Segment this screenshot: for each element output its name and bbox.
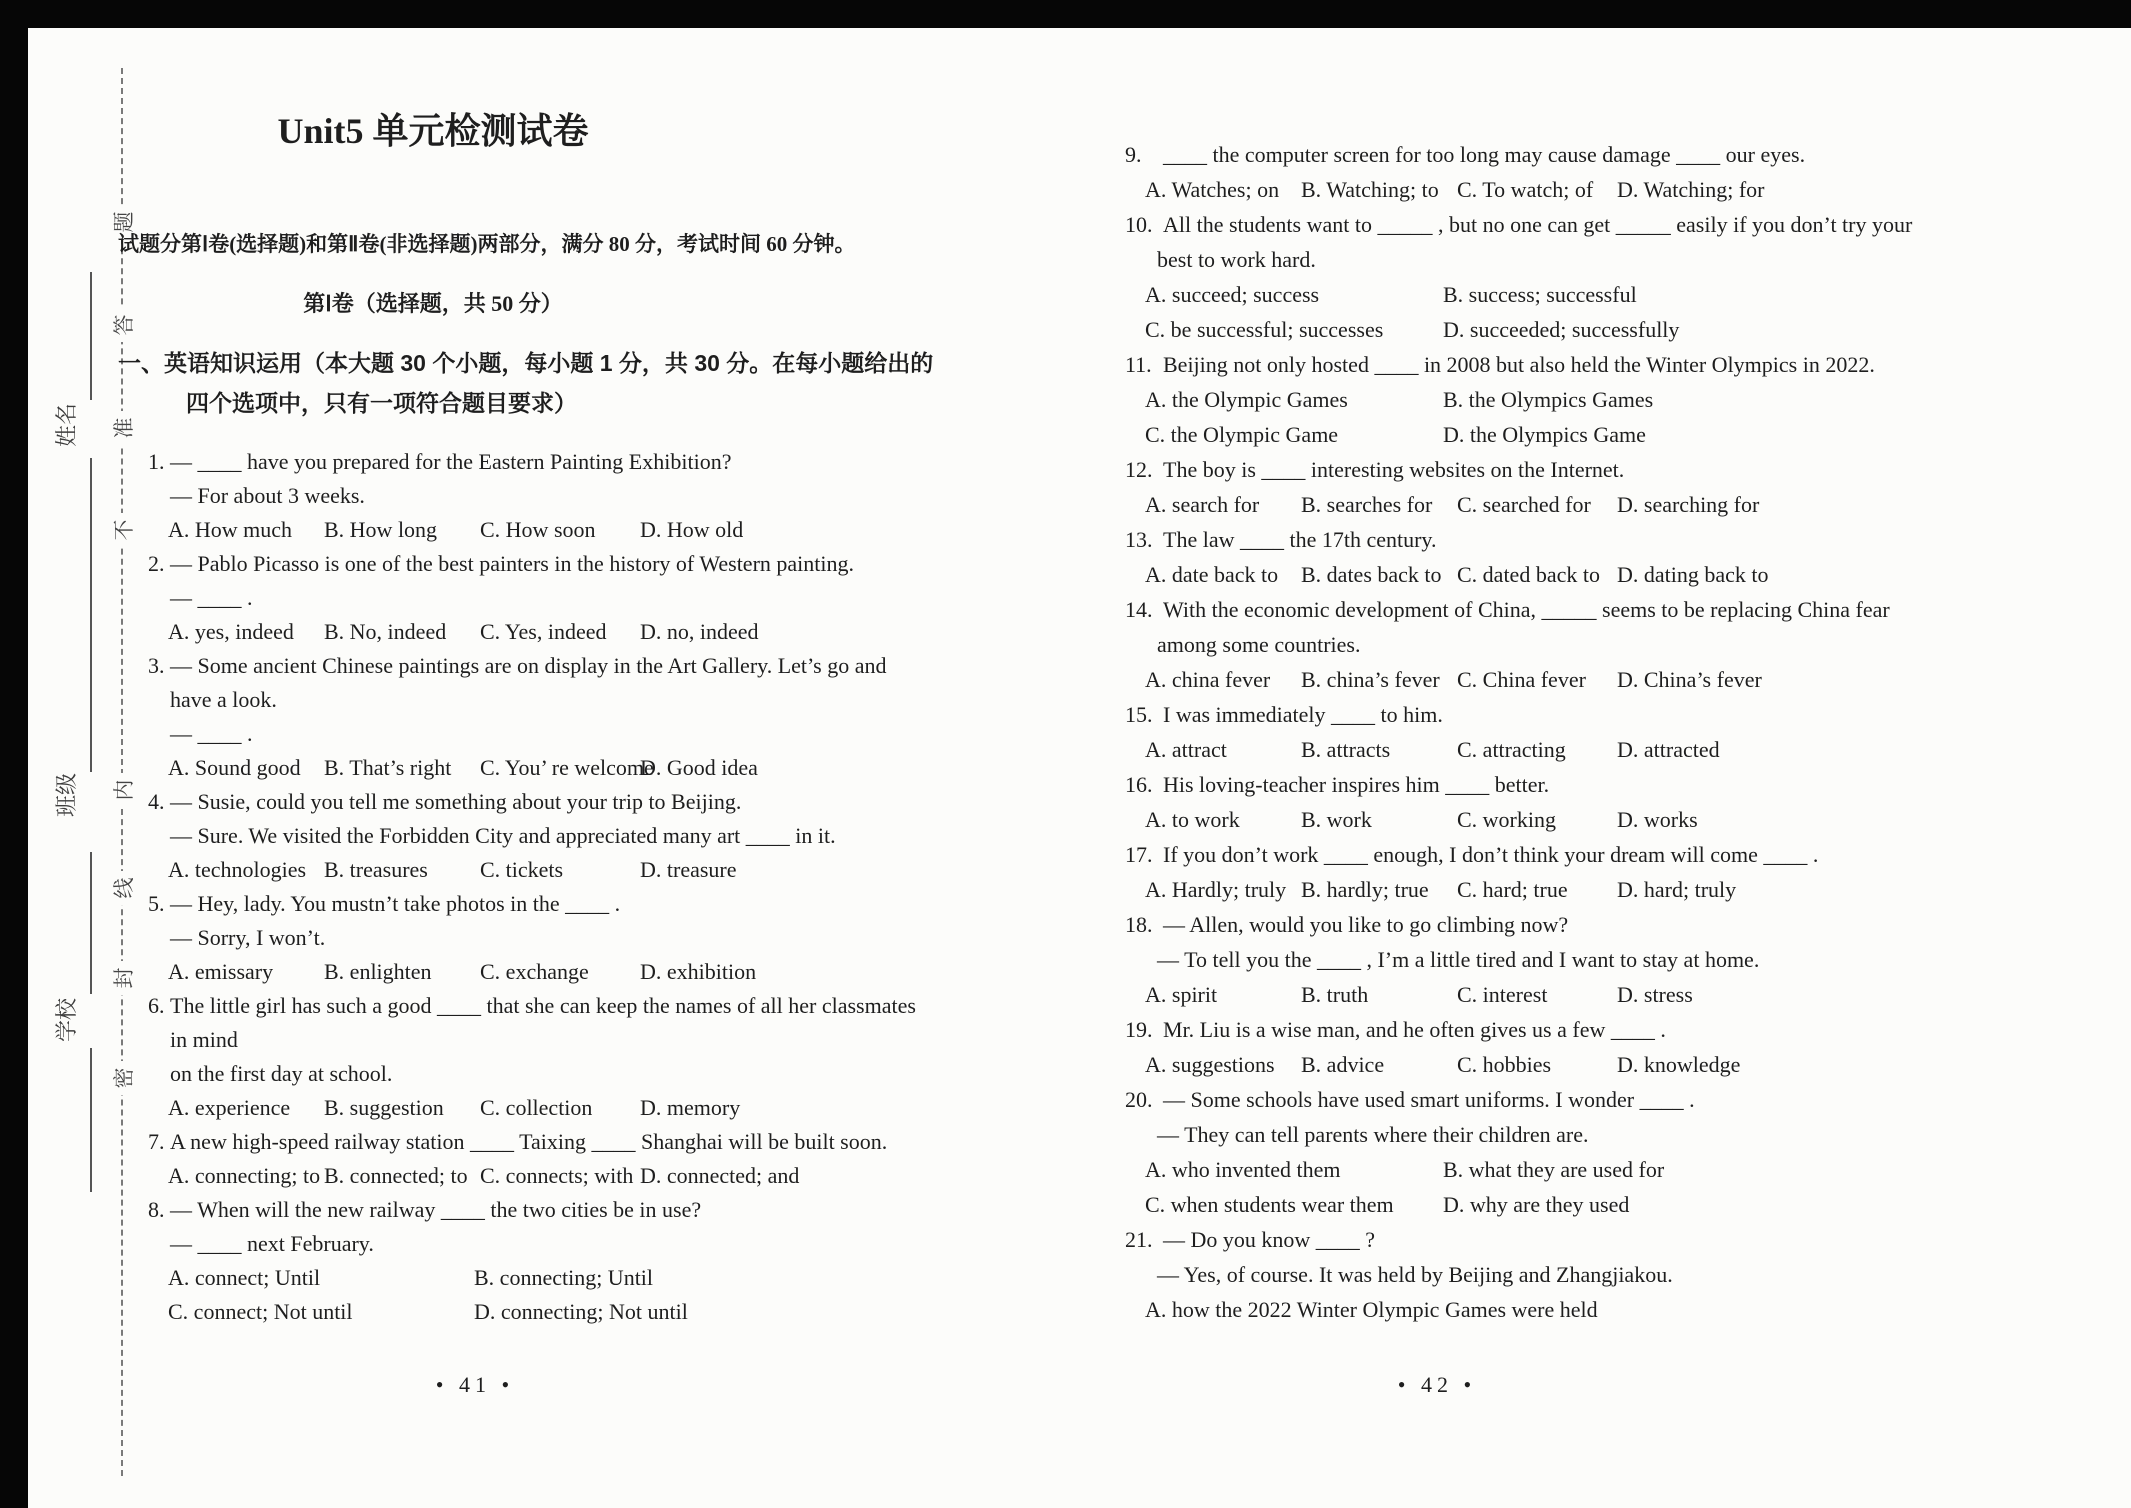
option-a: A. emissary	[168, 959, 274, 984]
option-b: B. truth	[1301, 982, 1369, 1007]
option-a: A. to work	[1145, 807, 1240, 832]
option-d: D. dating back to	[1617, 562, 1769, 587]
fill-line	[90, 458, 92, 772]
option-b: B. enlighten	[324, 959, 432, 984]
option-b: B. the Olympics Games	[1443, 387, 1654, 412]
question-13	[1125, 522, 2055, 592]
question-text: — ____ next February.	[170, 1231, 374, 1256]
question-3	[118, 649, 1023, 785]
option-d: D. works	[1617, 807, 1698, 832]
option-a: A. spirit	[1145, 982, 1218, 1007]
options-row	[118, 615, 1023, 649]
question-number: 17.	[1125, 842, 1153, 867]
question-line	[118, 785, 1023, 819]
question-text: — Some schools have used smart uniforms. I wonder ____ .	[1163, 1087, 1695, 1112]
option-d: D. How old	[640, 517, 744, 542]
question-text: — To tell you the ____ , I’m a little tired and I want to stay at home.	[1157, 947, 1760, 972]
option-a: A. search for	[1145, 492, 1260, 517]
question-1	[118, 445, 1023, 547]
option-c: C. collection	[480, 1095, 593, 1120]
option-a: A. technologies	[168, 857, 307, 882]
question-10	[1125, 207, 2055, 347]
option-c: C. exchange	[480, 959, 589, 984]
question-5	[118, 887, 1023, 989]
option-c: C. You’ re welcome	[480, 755, 654, 780]
seal-char: 内	[108, 773, 136, 807]
seal-char: 封	[108, 961, 136, 995]
question-text: — Hey, lady. You mustn’t take photos in the ____ .	[170, 891, 621, 916]
question-text: Beijing not only hosted ____ in 2008 but also held the Winter Olympics in 2022.	[1163, 352, 1875, 377]
question-text: The law ____ the 17th century.	[1163, 527, 1437, 552]
option-d: D. searching for	[1617, 492, 1760, 517]
question-number: 11.	[1125, 352, 1152, 377]
question-text: The boy is ____ interesting websites on the Internet.	[1163, 457, 1625, 482]
question-11	[1125, 347, 2055, 452]
question-line	[118, 1193, 1023, 1227]
options-row	[1125, 1292, 2055, 1327]
question-21	[1125, 1222, 2055, 1327]
question-text: — Yes, of course. It was held by Beijing and Zhangjiakou.	[1157, 1262, 1673, 1287]
question-9	[1125, 137, 2055, 207]
question-number: 7.	[148, 1129, 165, 1154]
fill-line	[90, 272, 92, 400]
options-row	[1125, 557, 2055, 592]
question-number: 20.	[1125, 1087, 1153, 1112]
options-row	[1125, 487, 2055, 522]
question-line	[1125, 767, 2055, 802]
exam-title: Unit5 单元检测试卷	[277, 111, 589, 151]
question-text: — ____ .	[170, 721, 253, 746]
question-18	[1125, 907, 2055, 1012]
question-number: 6.	[148, 993, 165, 1018]
options-row	[118, 1159, 1023, 1193]
question-line	[118, 989, 1023, 1023]
option-a: A. experience	[168, 1095, 291, 1120]
question-number: 8.	[148, 1197, 165, 1222]
question-line	[118, 445, 1023, 479]
question-text: on the first day at school.	[170, 1061, 393, 1086]
question-number: 5.	[148, 891, 165, 916]
options-row	[118, 1261, 1023, 1295]
option-d: D. Watching; for	[1617, 177, 1765, 202]
question-text: among some countries.	[1157, 632, 1361, 657]
question-text: The little girl has such a good ____ that she can keep the names of all her classmates	[170, 993, 916, 1018]
question-14	[1125, 592, 2055, 697]
option-a: A. date back to	[1145, 562, 1279, 587]
option-c: C. To watch; of	[1457, 177, 1594, 202]
question-number: 13.	[1125, 527, 1153, 552]
options-row	[118, 751, 1023, 785]
question-4	[118, 785, 1023, 887]
fill-line	[90, 1048, 92, 1192]
option-c: C. tickets	[480, 857, 564, 882]
option-b: B. attracts	[1301, 737, 1391, 762]
options-row	[118, 1091, 1023, 1125]
options-row	[1125, 732, 2055, 767]
question-text: — Allen, would you like to go climbing now?	[1163, 912, 1569, 937]
option-d: D. treasure	[640, 857, 737, 882]
question-number: 1.	[148, 449, 165, 474]
option-a: A. yes, indeed	[168, 619, 294, 644]
question-text: I was immediately ____ to him.	[1163, 702, 1443, 727]
option-d: D. why are they used	[1443, 1192, 1630, 1217]
question-7	[118, 1125, 1023, 1193]
option-b: B. Watching; to	[1301, 177, 1439, 202]
options-row	[118, 513, 1023, 547]
option-a: A. china fever	[1145, 667, 1271, 692]
question-text: If you don’t work ____ enough, I don’t think your dream will come ____ .	[1163, 842, 1819, 867]
question-text: — When will the new railway ____ the two cities be in use?	[170, 1197, 702, 1222]
option-b: B. hardly; true	[1301, 877, 1429, 902]
option-a: A. suggestions	[1145, 1052, 1275, 1077]
question-20	[1125, 1082, 2055, 1222]
question-text: Mr. Liu is a wise man, and he often gives us a few ____ .	[1163, 1017, 1666, 1042]
question-line	[1125, 452, 2055, 487]
option-b: B. treasures	[324, 857, 428, 882]
page-number-right: • 42 •	[1397, 1372, 1477, 1397]
option-c: C. when students wear them	[1145, 1192, 1394, 1217]
option-d: D. memory	[640, 1095, 741, 1120]
question-line	[1125, 907, 2055, 942]
option-d: D. stress	[1617, 982, 1693, 1007]
question-text: All the students want to _____ , but no one can get _____ easily if you don’t try your	[1163, 212, 1913, 237]
question-8	[118, 1193, 1023, 1329]
option-d: D. no, indeed	[640, 619, 759, 644]
option-d: D. connected; and	[640, 1163, 800, 1188]
question-line	[1125, 347, 2055, 382]
question-text: — Sorry, I won’t.	[170, 925, 326, 950]
section1-heading-line2: 四个选项中，只有一项符合题目要求）	[186, 390, 577, 416]
seal-char: 线	[108, 871, 136, 905]
question-line	[1125, 592, 2055, 627]
question-number: 9.	[1125, 142, 1142, 167]
question-number: 16.	[1125, 772, 1153, 797]
school-label: 学校	[54, 998, 79, 1043]
option-a: A. how the 2022 Winter Olympic Games were held	[1145, 1297, 1598, 1322]
option-c: C. connect; Not until	[168, 1299, 353, 1324]
question-line	[1125, 837, 2055, 872]
question-line	[1125, 522, 2055, 557]
question-text: — Susie, could you tell me something about your trip to Beijing.	[170, 789, 742, 814]
question-number: 3.	[148, 653, 165, 678]
option-a: A. who invented them	[1145, 1157, 1341, 1182]
option-c: C. the Olympic Game	[1145, 422, 1339, 447]
option-d: D. the Olympics Game	[1443, 422, 1646, 447]
seal-char: 题	[108, 205, 136, 239]
option-b: B. suggestion	[324, 1095, 444, 1120]
options-row	[1125, 417, 2055, 452]
question-text: — For about 3 weeks.	[170, 483, 365, 508]
seal-char: 答	[108, 308, 136, 342]
seal-char: 准	[108, 411, 136, 445]
option-d: D. attracted	[1617, 737, 1720, 762]
option-a: A. Sound good	[168, 755, 301, 780]
fill-line	[90, 852, 92, 994]
options-row	[1125, 1187, 2055, 1222]
question-16	[1125, 767, 2055, 837]
questions-left	[118, 445, 1023, 1329]
question-number: 15.	[1125, 702, 1153, 727]
exam-subtitle: 试题分第Ⅰ卷(选择题)和第Ⅱ卷(非选择题)两部分，满分 80 分，考试时间 60 分钟。	[118, 232, 856, 256]
section1-heading-line1: 一、英语知识运用（本大题 30 个小题，每小题 1 分，共 30 分。在每小题给出的	[118, 350, 934, 376]
options-row	[1125, 312, 2055, 347]
option-b: B. How long	[324, 517, 438, 542]
question-text: in mind	[170, 1027, 238, 1052]
option-a: A. connect; Until	[168, 1265, 321, 1290]
option-c: C. hobbies	[1457, 1052, 1552, 1077]
option-b: B. advice	[1301, 1052, 1385, 1077]
question-text: — Sure. We visited the Forbidden City and appreciated many art ____ in it.	[170, 823, 836, 848]
option-c: C. working	[1457, 807, 1556, 832]
options-row	[1125, 662, 2055, 697]
option-b: B. success; successful	[1443, 282, 1637, 307]
question-line	[1125, 137, 2055, 172]
options-row	[118, 955, 1023, 989]
question-17	[1125, 837, 2055, 907]
options-row	[1125, 277, 2055, 312]
option-c: C. dated back to	[1457, 562, 1600, 587]
option-d: D. succeeded; successfully	[1443, 317, 1680, 342]
question-text: — They can tell parents where their children are.	[1157, 1122, 1589, 1147]
question-line	[118, 649, 1023, 683]
question-text: A new high-speed railway station ____ Taixing ____ Shanghai will be built soon.	[170, 1129, 888, 1154]
option-c: C. hard; true	[1457, 877, 1568, 902]
question-number: 18.	[1125, 912, 1153, 937]
question-text: have a look.	[170, 687, 277, 712]
name-label: 姓名	[54, 403, 79, 448]
option-d: D. Good idea	[640, 755, 758, 780]
option-a: A. succeed; success	[1145, 282, 1320, 307]
option-d: D. exhibition	[640, 959, 757, 984]
question-number: 21.	[1125, 1227, 1153, 1252]
option-c: C. How soon	[480, 517, 596, 542]
option-a: A. the Olympic Games	[1145, 387, 1348, 412]
option-a: A. How much	[168, 517, 293, 542]
question-number: 2.	[148, 551, 165, 576]
options-row	[1125, 1152, 2055, 1187]
question-text: — Pablo Picasso is one of the best painters in the history of Western painting.	[170, 551, 854, 576]
question-number: 14.	[1125, 597, 1153, 622]
option-b: B. what they are used for	[1443, 1157, 1665, 1182]
option-c: C. be successful; successes	[1145, 317, 1384, 342]
question-line	[1125, 207, 2055, 242]
option-a: A. connecting; to	[168, 1163, 321, 1188]
option-b: B. No, indeed	[324, 619, 447, 644]
option-b: B. work	[1301, 807, 1372, 832]
option-b: B. connected; to	[324, 1163, 468, 1188]
question-text: — Some ancient Chinese paintings are on display in the Art Gallery. Let’s go and	[170, 653, 887, 678]
option-a: A. Watches; on	[1145, 177, 1280, 202]
option-c: C. Yes, indeed	[480, 619, 607, 644]
options-row	[1125, 382, 2055, 417]
options-row	[118, 1295, 1023, 1329]
options-row	[1125, 172, 2055, 207]
option-c: C. attracting	[1457, 737, 1566, 762]
page-number-left: • 41 •	[435, 1372, 515, 1397]
question-number: 12.	[1125, 457, 1153, 482]
question-12	[1125, 452, 2055, 522]
option-d: D. China’s fever	[1617, 667, 1762, 692]
right-page	[1125, 113, 2055, 1327]
question-text: ____ the computer screen for too long may cause damage ____ our eyes.	[1163, 142, 1806, 167]
question-number: 19.	[1125, 1017, 1153, 1042]
question-2	[118, 547, 1023, 649]
question-19	[1125, 1012, 2055, 1082]
question-number: 4.	[148, 789, 165, 814]
options-row	[1125, 977, 2055, 1012]
options-row	[1125, 802, 2055, 837]
question-text: — ____ have you prepared for the Eastern Painting Exhibition?	[170, 449, 732, 474]
option-b: B. searches for	[1301, 492, 1433, 517]
question-line	[118, 1125, 1023, 1159]
option-c: C. interest	[1457, 982, 1548, 1007]
seal-char: 不	[108, 513, 136, 547]
left-page	[118, 95, 1023, 1329]
option-b: B. That’s right	[324, 755, 452, 780]
questions-right	[1125, 137, 2055, 1327]
question-text: — ____ .	[170, 585, 253, 610]
option-d: D. knowledge	[1617, 1052, 1741, 1077]
option-c: C. connects; with	[480, 1163, 634, 1188]
option-a: A. attract	[1145, 737, 1227, 762]
part1-heading: 第Ⅰ卷（选择题，共 50 分）	[303, 291, 563, 316]
question-text: — Do you know ____ ?	[1163, 1227, 1376, 1252]
question-line	[118, 887, 1023, 921]
question-text: His loving-teacher inspires him ____ better.	[1163, 772, 1550, 797]
question-6	[118, 989, 1023, 1125]
seal-char: 密	[108, 1061, 136, 1095]
question-line	[1125, 1222, 2055, 1257]
option-b: B. dates back to	[1301, 562, 1442, 587]
option-a: A. Hardly; truly	[1145, 877, 1287, 902]
option-c: C. searched for	[1457, 492, 1591, 517]
options-row	[118, 853, 1023, 887]
question-line	[1125, 1082, 2055, 1117]
options-row	[1125, 1047, 2055, 1082]
option-c: C. China fever	[1457, 667, 1586, 692]
option-b: B. china’s fever	[1301, 667, 1440, 692]
question-text: best to work hard.	[1157, 247, 1316, 272]
question-line	[1125, 697, 2055, 732]
exam-header	[118, 107, 934, 421]
question-15	[1125, 697, 2055, 767]
class-label: 班级	[54, 773, 79, 818]
question-line	[1125, 1012, 2055, 1047]
question-line	[118, 547, 1023, 581]
option-d: D. hard; truly	[1617, 877, 1737, 902]
options-row	[1125, 872, 2055, 907]
question-text: With the economic development of China, _____ seems to be replacing China fear	[1163, 597, 1890, 622]
question-number: 10.	[1125, 212, 1153, 237]
option-d: D. connecting; Not until	[474, 1299, 688, 1324]
option-b: B. connecting; Until	[474, 1265, 654, 1290]
